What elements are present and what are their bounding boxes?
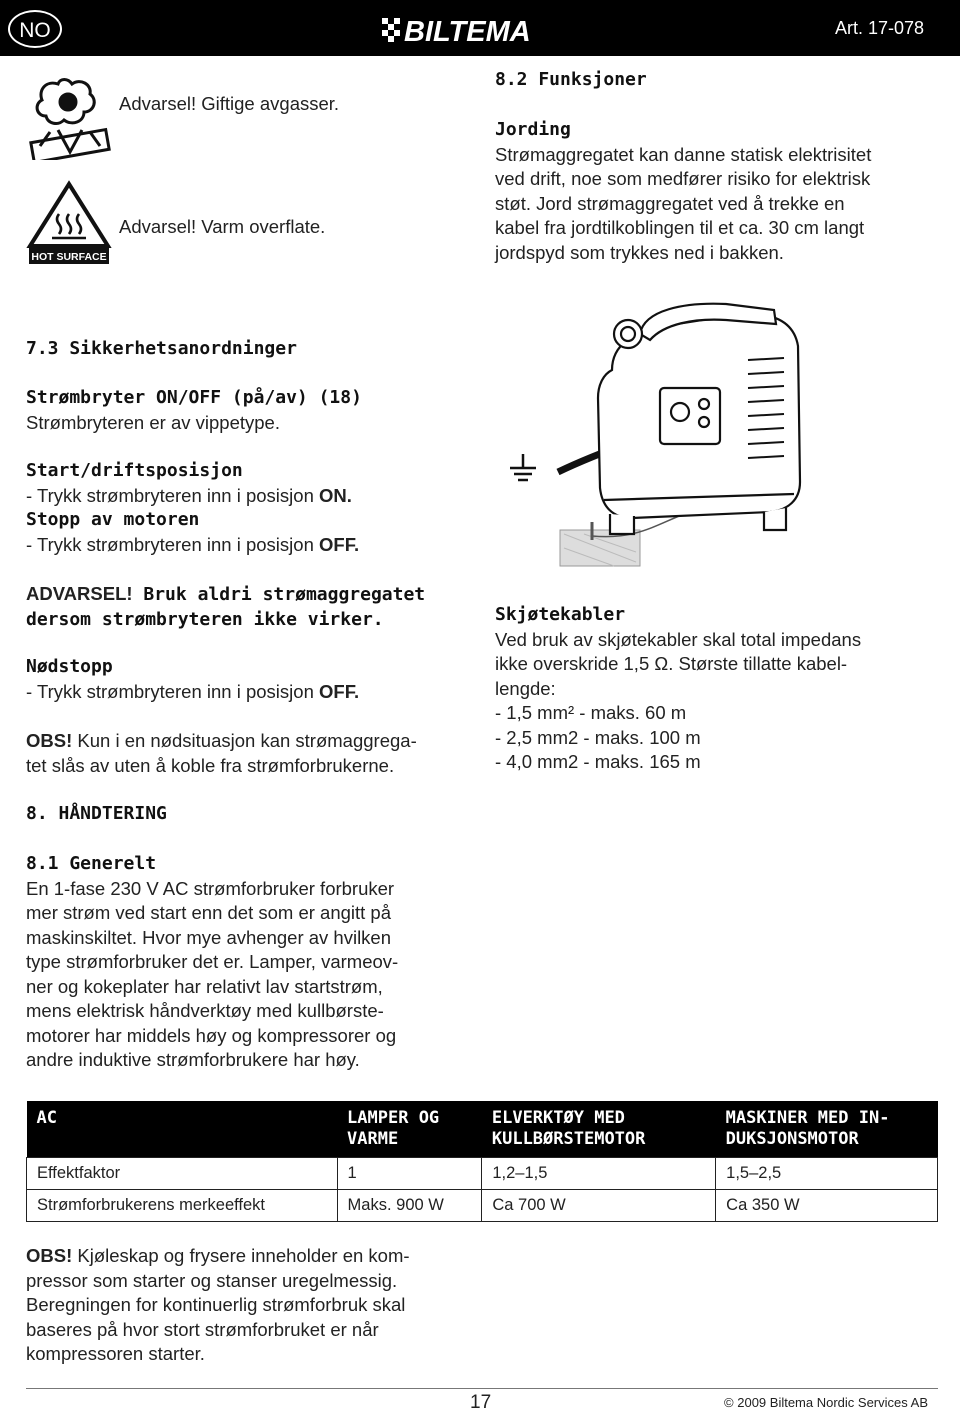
generator-illustration — [494, 300, 810, 572]
ground-symbol-icon — [510, 454, 536, 480]
start-text: - Trykk strømbryteren inn i posisjon ON. — [26, 484, 352, 506]
table-header-cell: LAMPER OG VARME — [337, 1101, 482, 1158]
s81-line: maskinskiltet. Hvor mye avhenger av hvilken — [26, 926, 392, 948]
switch-heading: Strømbryter ON/OFF (på/av) (18) — [26, 387, 362, 408]
jording-line: Strømaggregatet kan danne statisk elektrisitet — [495, 143, 872, 165]
skjote-line: ikke overskride 1,5 Ω. Største tillatte kabel- — [495, 653, 848, 674]
table-cell: Ca 700 W — [482, 1190, 716, 1222]
start-heading: Start/driftsposisjon — [26, 460, 243, 481]
svg-text:BILTEMA: BILTEMA — [404, 16, 531, 48]
page-header — [0, 0, 960, 56]
table-row — [27, 1158, 938, 1190]
s81-line: type strømforbruker det er. Lamper, varmeov- — [26, 951, 399, 972]
s81-line: En 1-fase 230 V AC strømforbruker forbruker — [26, 877, 395, 899]
table-cell: Effektfaktor — [27, 1158, 338, 1190]
footer-divider — [26, 1388, 938, 1389]
s81-line: mens elektrisk håndverktøy med kullbørste- — [26, 1000, 384, 1021]
jording-block — [495, 118, 935, 265]
table-cell: Maks. 900 W — [337, 1190, 482, 1222]
advarsel-block — [26, 582, 466, 632]
gas-warning-icon — [28, 76, 112, 160]
table-header-row — [27, 1101, 938, 1158]
table-cell: 1,5–2,5 — [716, 1158, 938, 1190]
jording-line: støt. Jord strømaggregatet ved å trekke en — [495, 192, 845, 214]
s81-line: andre induktive strømforbrukere har høy. — [26, 1049, 360, 1070]
table-cell: Strømforbrukerens merkeeffekt — [27, 1190, 338, 1222]
s81-line: motorer har middels høy og kompressorer og — [26, 1024, 397, 1046]
switch-block — [26, 386, 466, 435]
jording-line: jordspyd som trykkes ned i bakken. — [495, 241, 784, 263]
table-row — [27, 1190, 938, 1222]
obs-line-2: tet slås av uten å koble fra strømforbrukerne. — [26, 754, 395, 776]
bottom-obs-line-1: OBS! Kjøleskap og frysere inneholder en kom- — [26, 1245, 410, 1266]
section-8-2-title: 8.2 Funksjoner — [495, 69, 647, 90]
stop-heading: Stopp av motoren — [26, 509, 200, 530]
jording-line: ved drift, noe som medfører risiko for elektrisk — [495, 168, 871, 189]
bottom-obs-line: baseres på hvor stort strømforbruket er når — [26, 1318, 379, 1340]
jording-heading: Jording — [495, 119, 571, 140]
start-block — [26, 459, 466, 557]
skjotekabler-block — [495, 603, 935, 775]
skjote-line: - 4,0 mm2 - maks. 165 m — [495, 751, 701, 772]
bottom-obs-line: Beregningen for kontinuerlig strømforbruk skal — [26, 1294, 406, 1315]
skjote-line: - 2,5 mm2 - maks. 100 m — [495, 726, 701, 748]
article-number: Art. 17-078 — [834, 18, 924, 38]
table-header-cell: ELVERKTØY MED KULLBØRSTEMOTOR — [482, 1101, 716, 1158]
skjote-line: lengde: — [495, 677, 556, 699]
table-cell: Ca 350 W — [716, 1190, 938, 1222]
gas-warning-text: Advarsel! Giftige avgasser. — [119, 93, 340, 114]
skjote-line: Ved bruk av skjøtekabler skal total impedans — [495, 628, 862, 650]
stop-text: - Trykk strømbryteren inn i posisjon OFF. — [26, 533, 360, 555]
hot-surface-icon — [26, 180, 112, 266]
obs-block — [26, 729, 476, 778]
table-header-cell: AC — [27, 1101, 338, 1158]
power-factor-table — [26, 1101, 938, 1222]
emergency-block — [26, 655, 466, 704]
emergency-heading: Nødstopp — [26, 656, 113, 677]
obs-line-1: OBS! Kun i en nødsituasjon kan strømaggrega- — [26, 730, 417, 751]
bottom-obs-line: kompressoren starter. — [26, 1343, 205, 1364]
table-cell: 1 — [337, 1158, 482, 1190]
bottom-obs-block — [26, 1244, 506, 1367]
svg-text:HOT SURFACE: HOT SURFACE — [31, 251, 107, 263]
page-number: 17 — [470, 1392, 492, 1413]
jording-line: kabel fra jordtilkoblingen til et ca. 30 cm langt — [495, 217, 865, 238]
skjote-line: - 1,5 mm² - maks. 60 m — [495, 702, 687, 723]
advarsel-line-1: ADVARSEL! Bruk aldri strømaggregatet — [26, 583, 426, 605]
emergency-text: - Trykk strømbryteren inn i posisjon OFF. — [26, 680, 360, 702]
section-8-title: 8. HÅNDTERING — [26, 803, 167, 824]
advarsel-line-2: dersom strømbryteren ikke virker. — [26, 608, 384, 630]
language-badge: NO — [8, 10, 62, 48]
hot-warning-text: Advarsel! Varm overflate. — [119, 216, 326, 237]
skjotekabler-heading: Skjøtekabler — [495, 604, 626, 625]
table-header-cell: MASKINER MED IN- DUKSJONSMOTOR — [716, 1101, 938, 1158]
biltema-logo — [380, 8, 580, 48]
s81-line: ner og kokeplater har relativt lav startstrøm, — [26, 975, 383, 997]
switch-text: Strømbryteren er av vippetype. — [26, 411, 280, 433]
section-8-1-block — [26, 852, 476, 1073]
table-cell: 1,2–1,5 — [482, 1158, 716, 1190]
section-7-3-title: 7.3 Sikkerhetsanordninger — [26, 338, 297, 359]
section-8-1-title: 8.1 Generelt — [26, 853, 157, 874]
copyright: © 2009 Biltema Nordic Services AB — [724, 1395, 928, 1410]
bottom-obs-line: pressor som starter og stanser uregelmessig. — [26, 1269, 398, 1291]
s81-line: mer strøm ved start enn det som er angitt på — [26, 902, 392, 923]
